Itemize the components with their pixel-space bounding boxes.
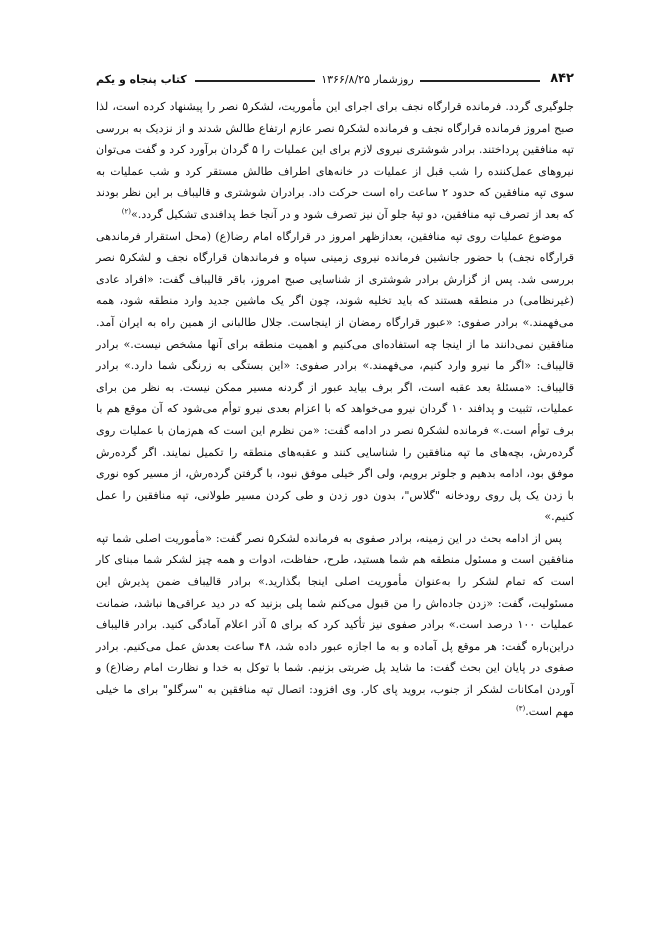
paragraph-3-text: پس از ادامه بحث در این زمینه، برادر صفوی به فرمانده لشکر۵ نصر گفت: «مأموریت اصلی شما تپه منافقین است و مسئول منطقه هم شما هستید، طرح، حفاظت، ادوات و همه چیز لشکر شما مبنای کار است که تمام لشکر را به‌عنوان مأموریت اصلی اینجا بگذارید.» برادر قالیباف ضمن پذیرش این مسئولیت، گفت: «زدن جاده‌اش را من قبول می‌کنم شما پلی بزنید که در دید عراقی‌ها نباشد، ضمانت عملیات ۱۰۰ درصد است.» برادر صفوی نیز تأکید کرد که برای ۵ آذر اعلام آمادگی کنید. برادر قالیباف دراین‌باره گفت: هر موقع پل آماده و به ما اجازه عبور داده شد، ۴۸ ساعت بعدش عمل می‌کنیم. برادر صفوی در پایان این بحث گفت: ما شاید پل ضربتی بزنیم. شما با توکل به خدا و نظارت امام رضا(ع) و آوردن امکانات لشکر از جنوب، بروید پای کار. وی افزود: اتصال تپه منافقین به "سرگلو" برای ما خیلی مهم است. (96, 531, 575, 718)
running-header (96, 66, 574, 86)
book-title: کتاب پنجاه و یکم (95, 73, 187, 86)
body-text (96, 96, 574, 722)
footnote-ref-2: (۲) (121, 207, 131, 216)
paragraph-1 (96, 96, 574, 226)
header-rule-left (195, 80, 316, 82)
paragraph-1-text: جلوگیری گردد. فرمانده قرارگاه نجف برای اجرای این مأموریت، لشکر۵ نصر را پیشنهاد کرده است، لذا صبح امروز فرمانده قرارگاه نجف و فرمانده لشکر۵ نصر عازم ارتفاع طالش شدند و از نزدیک به بررسی تپه منافقین پرداختند. برادر شوشتری نیروی لازم برای این عملیات را ۵ گردان برآورد کرد و گفت می‌توان نیروهای عمل‌کننده را شب قبل از عملیات در خانه‌های اطراف طالش مستقر کرد و شب عملیات به سوی تپه منافقین که حدود ۲ ساعت راه است حرکت داد. برادران شوشتری و قالیباف بر این نظر بودند که بعد از تصرف تپه منافقین، دو تپهٔ جلو آن نیز تصرف شود و در آنجا خط پدافندی تشکیل گردد.» (96, 100, 575, 221)
page-number: ۸۴۲ (550, 71, 574, 86)
header-rule-right (420, 80, 541, 82)
paragraph-2 (96, 226, 574, 528)
paragraph-2-text: موضوع عملیات روی تپه منافقین، بعدازظهر امروز در قرارگاه امام رضا(ع) (محل استقرار فرماندهی قرارگاه نجف) با حضور جانشین فرمانده نیروی زمینی سپاه و فرماندهان قرارگاه نجف و لشکر۵ نصر بررسی شد. پس از گزارش برادر شوشتری از شناسایی صبح امروز، باقر قالیباف گفت: «افراد عادی (غیرنظامی) در منطقه هستند که باید تخلیه شوند، چون اگر یک ماشین جدید وارد منطقه شود، همه می‌فهمند.» برادر صفوی: «عبور قرارگاه رمضان از اینجاست. جلال طالبانی از همین راه به ایران آمد. منافقین نمی‌دانند ما از اینجا چه استفاده‌ای می‌کنیم و اهمیت منطقه برای آنها مشخص نیست.» برادر قالیباف: «اگر ما نیرو وارد کنیم، می‌فهمند.» برادر صفوی: «این بستگی به زرنگی شما دارد.» برادر قالیباف: «مسئلهٔ بعد عقبه است، اگر برف بیاید عبور از گردنه مسیر ممکن نیست. به نظر من برای عملیات، تثبیت و پدافند ۱۰ گردان نیرو می‌خواهد که با اعزام بعدی نیرو توأم می‌شود که آن موقع هم با برف توأم است.» فرمانده لشکر۵ نصر در ادامه گفت: «من نظرم این است که هم‌زمان با عملیات روی گرده‌رش، بچه‌های ما تپه منافقین را شناسایی کنند و عقبه‌های منطقه را تکمیل نمایند. اگر گرده‌رش موفق بود، ادامه بدهیم و جلوتر برویم، ولی اگر خیلی موفق نبود، با گرفتن گرده‌رش، از مسیر کوه نوری با زدن یک پل روی رودخانه "گلاس"، بدون دور زدن و طی کردن مسیر طولانی، تپه منافقین را عمل کنیم.» (96, 229, 574, 524)
footnote-ref-3: (۳) (516, 703, 526, 712)
header-date-label: روزشمار ۱۳۶۶/۸/۲۵ (321, 73, 414, 86)
paragraph-3 (96, 528, 574, 722)
